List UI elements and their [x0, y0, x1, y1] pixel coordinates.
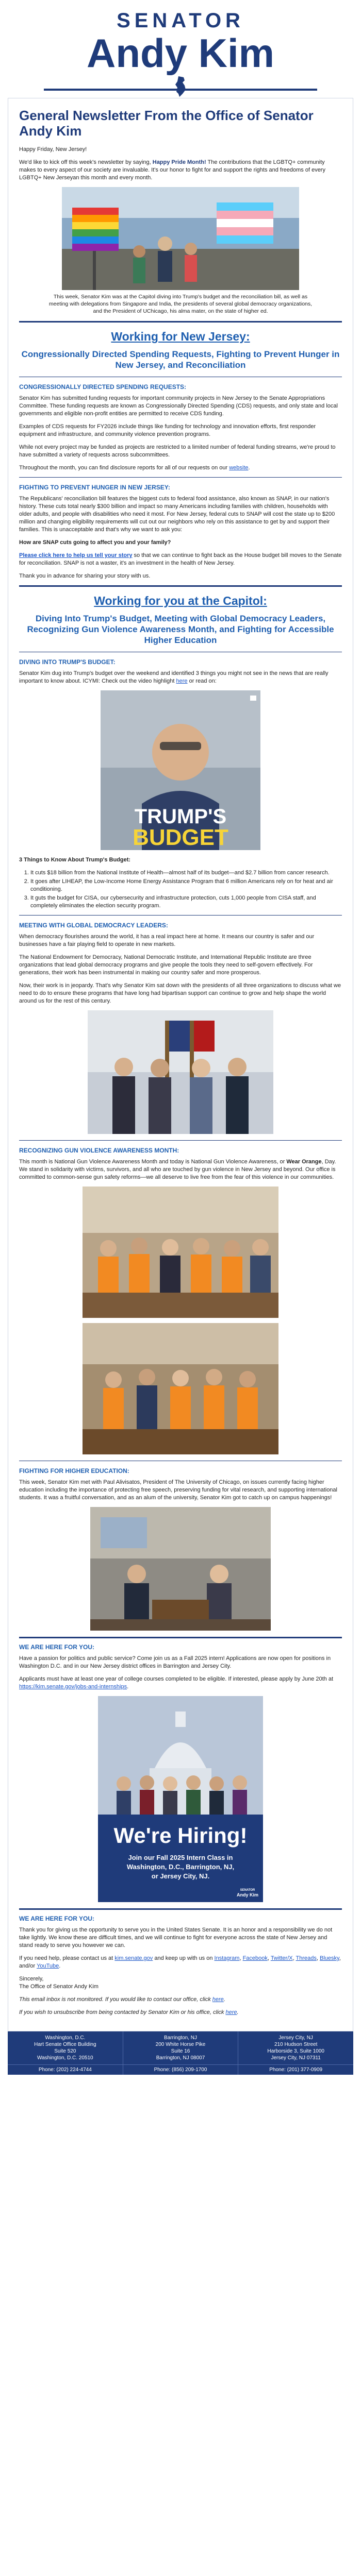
democracy-paragraph-1: When democracy flourishes around the world, it has a real impact here at home. It means our country is safer and our businesses have a fair playing field to operate in new markets. — [19, 934, 315, 947]
hiring-banner-line-2: Washington, D.C., Barrington, NJ, — [126, 1863, 235, 1871]
cds-paragraph-4: Throughout the month, you can find disclosure reports for all of our requests on our website. — [19, 465, 250, 471]
unsubscribe-link[interactable]: here — [225, 2009, 237, 2015]
section-divider — [19, 1908, 342, 1910]
newsletter-title: General Newsletter From the Office of Senator Andy Kim — [19, 108, 314, 139]
hunger-paragraph-2: Please click here to help us tell your story so that we can continue to fight back as the House budget bill moves to the Senate for reconciliation. SNAP is not a waster, it's an investment in the health of New Jersey. — [19, 552, 342, 566]
closing-paragraph-1: Thank you for giving us the opportunity to serve you in the United States Senate. It is an honor and a responsibility we do not take lightly. We know these are difficult times, and we will continue to fight for everyone across the state of New Jersey and stand ready to serve you however we can. — [19, 1927, 333, 1948]
capitol-rally-photo — [62, 187, 299, 290]
list-item: 2. It goes after LIHEAP, the Low-Income Home Energy Assistance Program that 6 million Americans rely on for heat and air conditioning. — [30, 878, 342, 893]
footer-offices — [8, 2031, 353, 2064]
video-highlight-link[interactable]: here — [176, 678, 188, 684]
cds-paragraph-3: While not every project may be funded as projects are restricted to a limited number of federal funding streams, we're proud to have submitted a variety of requests across subcommittees. — [19, 444, 336, 458]
section-divider — [19, 1637, 342, 1638]
office-jersey-city-phone: Phone: (201) 377-0909 — [238, 2064, 353, 2075]
facebook-link[interactable]: Facebook — [242, 1955, 268, 1961]
unmonitored-notice: This email inbox is not monitored. If you would like to contact our office, click here. — [19, 1996, 225, 2003]
budget-overlay-line-1: TRUMP'S — [134, 805, 227, 828]
unsubscribe-notice: If you wish to unsubscribe from being contacted by Senator Kim or his office, click here. — [19, 2009, 239, 2015]
office-barrington: Barrington, NJ 200 White Horse Pike Suite 16 Barrington, NJ 08007 — [123, 2031, 239, 2064]
nj-section-title: Working for New Jersey: — [111, 330, 250, 343]
newsletter-header — [0, 0, 361, 98]
hunger-heading: FIGHTING TO PREVENT HUNGER IN NEW JERSEY: — [19, 484, 170, 491]
newsletter-body — [8, 98, 353, 2031]
higher-ed-paragraph: This week, Senator Kim met with Paul Alivisatos, President of The University of Chicago, on issues currently facing higher education including the importance of protecting free speech, preserving funding for vital research, and supporting international students. It was a fruitful conversation, and as an alum of the university, Senator Kim got to catch up on campus happenings! — [19, 1479, 337, 1501]
section-thin-rule — [19, 915, 342, 916]
office-jersey-city: Jersey City, NJ 210 Hudson Street Harborside 3, Suite 1000 Jersey City, NJ 07311 — [267, 2035, 324, 2061]
photo-caption: This week, Senator Kim was at the Capitol diving into Trump's budget and the reconciliation bill, as well as meeting with delegations from Singapore and India, the presidents of several global democracy organizations, and the President of UChicago, his alma mater, on the state of higher ed. — [48, 294, 313, 314]
threads-link[interactable]: Threads — [296, 1955, 317, 1961]
closing-paragraph-2: If you need help, please contact us at kim.senate.gov and keep up with us on Instagram, Facebook, Twitter/X, Threads, Bluesky, and/or YouTube. — [19, 1955, 341, 1969]
office-dc: Washington, D.C. Hart Senate Office Building Suite 520 Washington, D.C. 20510 — [8, 2031, 123, 2064]
office-dc-phone: Phone: (202) 224-4744 — [8, 2064, 123, 2075]
budget-list — [30, 869, 342, 910]
footer-phones — [8, 2064, 353, 2075]
jobs-internships-link[interactable]: https://kim.senate.gov/jobs-and-internships — [19, 1684, 127, 1690]
capitol-section-subtitle: Diving Into Trump's Budget, Meeting with Global Democracy Leaders, Recognizing Gun Violence Awareness Month, and Fighting for Accessible Higher Education — [27, 614, 334, 645]
hiring-banner-line-1: Join our Fall 2025 Intern Class in — [128, 1854, 233, 1861]
section-divider — [19, 585, 342, 587]
share-story-link[interactable]: Please click here to help us tell your story — [19, 552, 133, 558]
capitol-section-title: Working for you at the Capitol: — [94, 594, 267, 607]
hiring-banner-badge-line-2: Andy Kim — [236, 1892, 259, 1897]
header-name: Andy Kim — [86, 30, 275, 76]
democracy-paragraph-2: The National Endowment for Democracy, National Democratic Institute, and International Republic Institute are three organizations that lead global democracy programs and give people the tools they need to self-govern effectively. For generations, their work has been instrumental in making our country safer and more prosperous. — [19, 954, 313, 976]
hunger-paragraph-1: The Republicans' reconciliation bill features the biggest cuts to federal food assistance, also known as SNAP, in our nation's history. These cuts total nearly $300 billion and impact so many Americans including families with children, households with older adults, and people with disabilities who need it most. For New Jersey, federal cuts to SNAP will cost the state up to $200 million and changing eligibility requirements will cut out our neighbors who rely on this assistance to get by and support their families. This is unacceptable and that's why we want to ask you: — [19, 496, 335, 533]
hiring-heading: WE ARE HERE FOR YOU: — [19, 1643, 95, 1651]
cds-heading: CONGRESSIONALLY DIRECTED SPENDING REQUESTS: — [19, 383, 187, 391]
we-are-hiring-banner — [98, 1696, 263, 1902]
wear-orange-office-photos — [83, 1187, 278, 1454]
hunger-paragraph-3: Thank you in advance for sharing your story with us. — [19, 573, 151, 579]
hiring-banner-badge-line-1: SENATOR — [240, 1889, 255, 1892]
democracy-paragraph-3: Now, their work is in jeopardy. That's why Senator Kim sat down with the presidents of all three organizations to discuss what we need to do to ensure these programs that have long had bipartisan support can continue to grow and help shape the world around us for the rest of this century. — [19, 982, 341, 1004]
higher-ed-heading: FIGHTING FOR HIGHER EDUCATION: — [19, 1467, 129, 1475]
hiring-paragraph-2: Applicants must have at least one year of college courses completed to be eligible. If interested, please apply by June 20th at https://kim.senate.gov/jobs-and-internships. — [19, 1676, 334, 1690]
section-divider — [19, 321, 342, 323]
twitter-link[interactable]: Twitter/X — [270, 1955, 293, 1961]
democracy-heading: MEETING WITH GLOBAL DEMOCRACY LEADERS: — [19, 922, 168, 929]
office-barrington-phone: Phone: (856) 209-1700 — [123, 2064, 239, 2075]
new-jersey-state-icon — [174, 76, 187, 97]
section-thin-rule — [19, 1140, 342, 1141]
trumps-budget-video-thumbnail[interactable] — [101, 690, 260, 850]
cds-paragraph-1: Senator Kim has submitted funding requests for important community projects in New Jersey to the Senate Appropriations Committee. These funding requests are known as Congressionally Directed Spending (CDS) requests, and only state and local governments and eligible non-profit entities are permitted to receive CDS funding. — [19, 395, 338, 417]
pride-paragraph: We'd like to kick off this week's newsletter by saying, Happy Pride Month! The contributions that the LGBTQ+ community makes to every aspect of our society are invaluable. It's our honor to fight for and support the rights and freedoms of every LGBTQ+ New Jerseyan this month and every month. — [19, 159, 325, 181]
list-item: 1. It cuts $18 billion from the National Institute of Health—almost half of its budget—and $2.7 billion from cancer research. — [30, 869, 342, 877]
closing-heading: WE ARE HERE FOR YOU: — [19, 1915, 95, 1922]
gun-violence-heading: RECOGNIZING GUN VIOLENCE AWARENESS MONTH: — [19, 1147, 179, 1154]
section-thin-rule — [19, 477, 342, 478]
instagram-link[interactable]: Instagram — [214, 1955, 240, 1961]
hunger-question: How are SNAP cuts going to affect you and your family? — [19, 539, 171, 546]
gun-violence-paragraph: This month is National Gun Violence Awareness Month and today is National Gun Violence Awareness, or Wear Orange, Day. We stand in solidarity with victims, survivors, and all who are touched by gun violence in New Jersey and beyond. Our office is committed to common-sense gun safety reforms—we all deserve to live free from the fear of this violence in our communities. — [19, 1159, 336, 1180]
democracy-leaders-meeting-photo — [88, 1010, 273, 1134]
list-item: 3. It guts the budget for CISA, our cybersecurity and infrastructure protection, cuts 1,000 people from CISA staff, and completely eliminates the election security program. — [30, 894, 342, 910]
contact-office-link[interactable]: here — [212, 1996, 224, 2003]
budget-overlay-line-2: BUDGET — [133, 825, 228, 850]
website-link[interactable]: website — [229, 465, 249, 471]
header-senator-label: SENATOR — [117, 9, 244, 32]
budget-heading: DIVING INTO TRUMP'S BUDGET: — [19, 658, 116, 666]
budget-list-heading: 3 Things to Know About Trump's Budget: — [19, 857, 131, 863]
signoff: Sincerely, The Office of Senator Andy Kim — [19, 1976, 99, 1990]
greeting: Happy Friday, New Jersey! — [19, 146, 87, 152]
nj-section-subtitle: Congressionally Directed Spending Requests, Fighting to Prevent Hunger in New Jersey, and Reconciliation — [21, 349, 340, 370]
hiring-banner-line-3: or Jersey City, NJ. — [151, 1872, 210, 1880]
budget-paragraph-1: Senator Kim dug into Trump's budget over the weekend and identified 3 things you might not see in the news that are really important to know about. ICYMI: Check out the video highlight here or read on: — [19, 670, 329, 684]
uchicago-president-meeting-photo — [90, 1507, 271, 1631]
hiring-banner-title: We're Hiring! — [113, 1823, 248, 1848]
hiring-paragraph-1: Have a passion for politics and public service? Come join us as a Fall 2025 intern! Applications are now open for positions in Washington D.C. and in our New Jersey district offices in Barrington and Jersey City. — [19, 1655, 331, 1669]
bluesky-link[interactable]: Bluesky — [320, 1955, 339, 1961]
cds-paragraph-2: Examples of CDS requests for FY2026 include things like funding for technology and innovation efforts, first responder equipment and infrastructure, and community violence prevention programs. — [19, 423, 316, 437]
kim-senate-gov-link[interactable]: kim.senate.gov — [114, 1955, 153, 1961]
youtube-link[interactable]: YouTube — [37, 1963, 59, 1969]
